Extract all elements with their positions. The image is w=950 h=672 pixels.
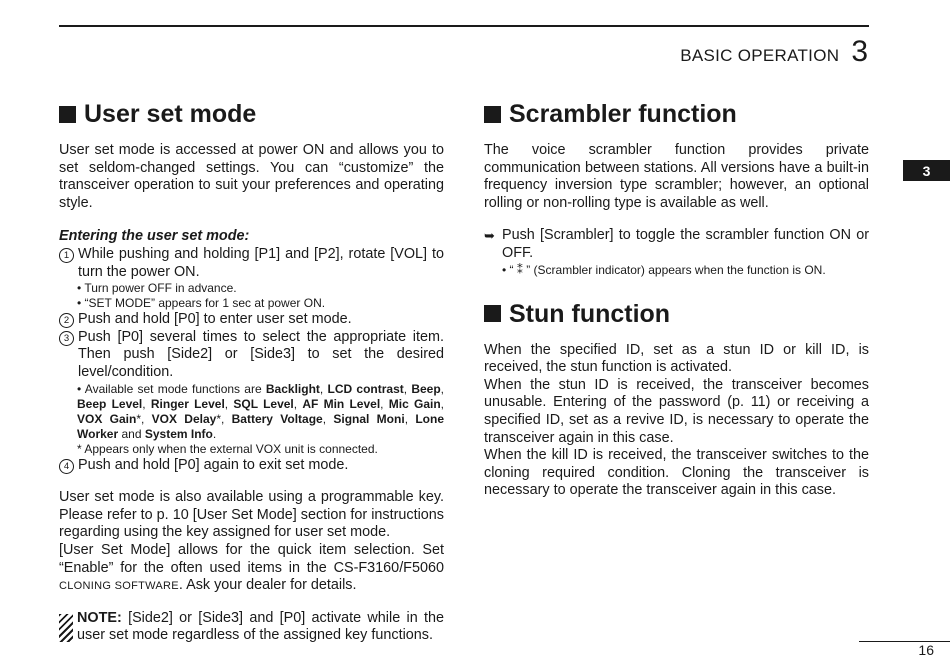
step-number-icon: 1 xyxy=(59,248,74,263)
page-header xyxy=(680,35,868,69)
left-column xyxy=(59,98,444,645)
scrambler-step: ➥ Push [Scrambler] to toggle the scrambler function ON or OFF. xyxy=(484,227,869,261)
square-icon xyxy=(484,106,501,123)
square-icon xyxy=(59,106,76,123)
chapter-number: 3 xyxy=(851,35,868,68)
step-2: 2 Push and hold [P0] to enter user set mode. xyxy=(59,311,444,329)
scrambler-intro: The voice scrambler function provides private communication between stations. All versions have a built-in frequency inversion type scrambler; however, an optional rolling or non-rolling type is available as well. xyxy=(484,142,869,211)
step-3: 3 Push [P0] several times to select the appropriate item. Then push [Side2] or [Side3] to set the desired level/condition. xyxy=(59,329,444,382)
section-title: BASIC OPERATION xyxy=(680,46,840,65)
user-set-mode-heading: User set mode xyxy=(59,98,444,130)
step-4: 4 Push and hold [P0] again to exit set mode. xyxy=(59,457,444,475)
step-number-icon: 2 xyxy=(59,313,74,328)
step-number-icon: 3 xyxy=(59,331,74,346)
right-column xyxy=(484,98,869,500)
bullet: • Turn power OFF in advance. xyxy=(77,281,237,296)
functions-bullet: • Available set mode functions are Backlight, LCD contrast, Beep, Beep Level, Ringer Level, SQL Level, AF Min Level, Mic Gain, VOX Gain*, VOX Delay*, Battery Voltage, Signal Moni, Lone Worker and System Info. xyxy=(77,381,445,441)
stun-p3: When the kill ID is received, the transceiver switches to the cloning required condition. Cloning the transceiver is necessary to operate the transceiver again in this case. xyxy=(484,447,869,499)
step-number-icon: 4 xyxy=(59,459,74,474)
scrambler-indicator-bullet: • “ ⁑ ” (Scrambler indicator) appears when the function is ON. xyxy=(502,262,826,277)
user-set-mode-intro: User set mode is accessed at power ON and allows you to set seldom-changed settings. You can “customize” the transceiver operation to suit your preferences and operating style. xyxy=(59,142,444,211)
bullet: • “SET MODE” appears for 1 sec at power ON. xyxy=(77,296,326,311)
stun-p1: When the specified ID, set as a stun ID or kill ID, is received, the stun function is activated. xyxy=(484,341,869,376)
note-icon xyxy=(59,614,73,642)
footnote: * Appears only when the external VOX unit is connected. xyxy=(77,441,378,456)
chapter-tab: 3 xyxy=(903,160,950,181)
clone-software-paragraph: [User Set Mode] allows for the quick item selection. Set “Enable” for the often used items in the CS-F3160/F5060 CLONING SOFTWARE. Ask your dealer for details. xyxy=(59,541,444,594)
square-icon xyxy=(484,305,501,322)
page-number: 16 xyxy=(918,642,934,658)
step-1: 1 While pushing and holding [P1] and [P2], rotate [VOL] to turn the power ON. xyxy=(59,246,444,281)
stun-heading: Stun function xyxy=(484,298,869,330)
top-rule xyxy=(59,25,869,27)
note: NOTE: [Side2] or [Side3] and [P0] activate while in the user set mode regardless of the assigned key functions. xyxy=(59,610,444,645)
programmable-key-paragraph: User set mode is also available using a programmable key. Please refer to p. 10 [User Set Mode] section for instructions regarding using the key assigned for user set mode. xyxy=(59,489,444,541)
arrow-icon: ➥ xyxy=(484,228,495,244)
bottom-rule xyxy=(859,641,950,642)
stun-p2: When the stun ID is received, the transceiver becomes unusable. Entering of the password (p. 11) or receiving a specified ID, set as a revive ID, is necessary to operate the transceiver again in this case. xyxy=(484,376,869,446)
sub-heading: Entering the user set mode: xyxy=(59,228,250,245)
scrambler-heading: Scrambler function xyxy=(484,98,869,130)
